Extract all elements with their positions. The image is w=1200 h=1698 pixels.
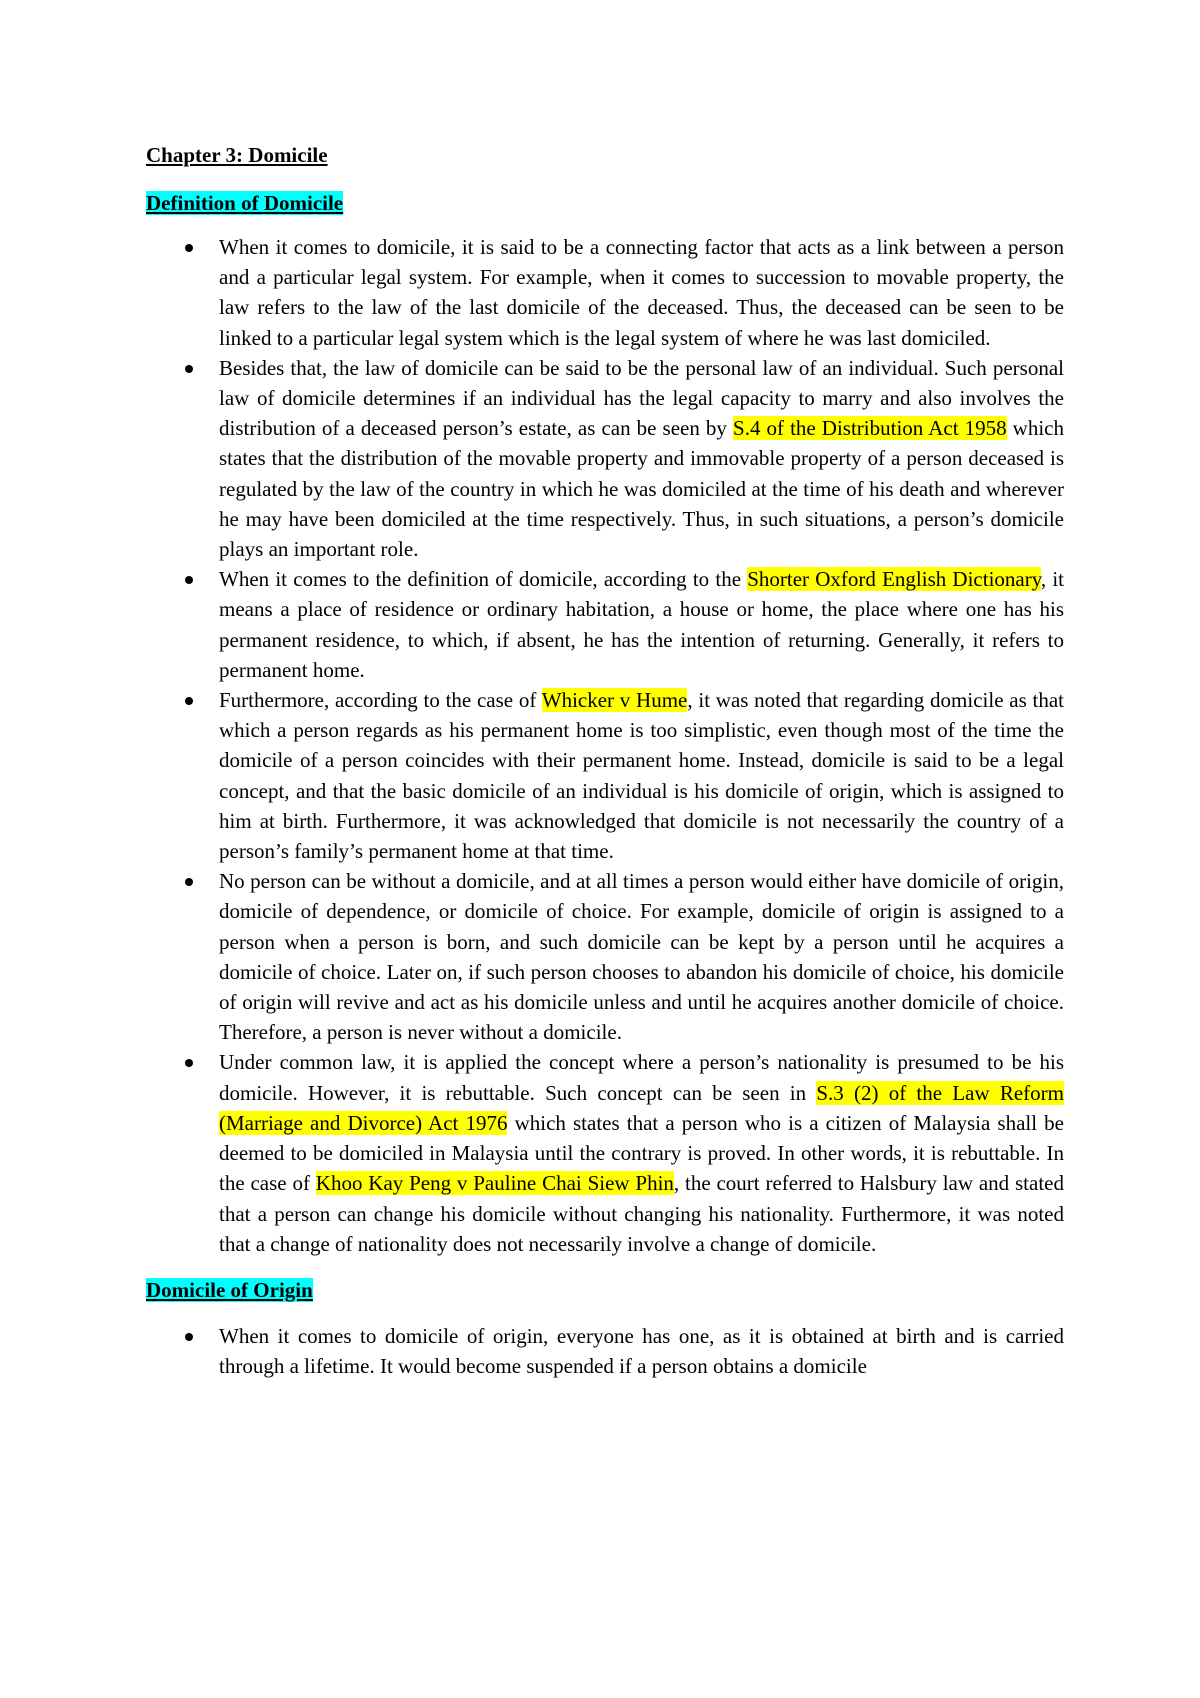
chapter-title: Chapter 3: Domicile — [146, 143, 328, 167]
bullet-list — [146, 1321, 1064, 1381]
text-run: Besides that, the law of domicile can be said to be the personal law of an individual. Such personal law of domicile determines if an individual has the legal capacity to marry and also involves the distribution of a deceased person’s estate, as can be seen by — [219, 355, 1064, 441]
text-run: No person can be without a domicile, and at all times a person would either have domicile of origin, domicile of dependence, or domicile of choice. For example, domicile of origin is assigned to a person when a person is born, and such domicile can be kept by a person until he acquires a domicile of choice. Later on, if such person chooses to abandon his domicile of choice, his domicile of origin will revive and act as his domicile unless and until he acquires another domicile of choice. Therefore, a person is never without a domicile. — [219, 869, 1064, 1045]
text-run: When it comes to domicile, it is said to be a connecting factor that acts as a link between a person and a particular legal system. For example, when it comes to succession to movable property, the law refers to the law of the last domicile of the deceased. Thus, the deceased can be seen to be linked to a particular legal system which is the legal system of where he was last domiciled. — [219, 235, 1064, 350]
highlighted-citation: S.4 of the Distribution Act 1958 — [733, 416, 1007, 441]
text-run: Furthermore, according to the case of — [219, 688, 542, 713]
bullet-item — [146, 1047, 1064, 1258]
text-run: which states that a person who is a citizen of Malaysia shall be deemed to be domiciled in Malaysia until the contrary is proved. In other words, it is rebuttable. In the case of — [219, 1110, 1065, 1196]
section-heading-text: Domicile of Origin — [146, 1277, 313, 1302]
text-run: , the court referred to Halsbury law and stated that a person can change his domicile without changing his nationality. Furthermore, it was noted that a change of nationality does not necessarily involve a change of domicile. — [219, 1171, 1064, 1256]
text-run: , it was noted that regarding domicile as that which a person regards as his permanent home is too simplistic, even though most of the time the domicile of a person coincides with their permanent home. Instead, domicile is said to be a legal concept, and that the basic domicile of an individual is his domicile of origin, which is assigned to him at birth. Furthermore, it was acknowledged that domicile is not necessarily the country of a person’s family’s permanent home at that time. — [219, 688, 1064, 864]
highlighted-citation: S.3 (2) of the Law Reform (Marriage and Divorce) Act 1976 — [219, 1080, 1064, 1135]
bullet-item — [146, 866, 1064, 1047]
bullet-item — [146, 232, 1064, 353]
highlighted-citation: Khoo Kay Peng v Pauline Chai Siew Phin — [315, 1171, 674, 1196]
bullet-item — [146, 685, 1064, 866]
sections-container — [146, 188, 1064, 1381]
section-heading — [146, 1275, 1064, 1305]
document-page — [146, 140, 1064, 1381]
bullet-item — [146, 353, 1064, 564]
text-run: Under common law, it is applied the concept where a person’s nationality is presumed to be his domicile. However, it is rebuttable. Such concept can be seen in — [219, 1050, 1064, 1105]
text-run: , it means a place of residence or ordinary habitation, a house or home, the place where one has his permanent residence, to which, if absent, he has the intention of returning. Generally, it refers to permanent home. — [219, 567, 1065, 682]
highlighted-citation: Shorter Oxford English Dictionary — [747, 567, 1041, 592]
bullet-item — [146, 564, 1064, 685]
section-heading — [146, 188, 1064, 218]
text-run: When it comes to the definition of domicile, according to the — [219, 567, 748, 592]
highlighted-citation: Whicker v Hume — [541, 688, 688, 713]
text-run: When it comes to domicile of origin, everyone has one, as it is obtained at birth and is carried through a lifetime. It would become suspended if a person obtains a domicile — [219, 1323, 1064, 1379]
section-heading-text: Definition of Domicile — [146, 191, 344, 215]
text-run: which states that the distribution of the movable property and immovable property of a person deceased is regulated by the law of the country in which he was domiciled at the time of his death and wherever he may have been domiciled at the time respectively. Thus, in such situations, a person’s domicile plays an important role. — [219, 416, 1064, 562]
bullet-list — [146, 232, 1064, 1259]
bullet-item — [146, 1321, 1064, 1381]
